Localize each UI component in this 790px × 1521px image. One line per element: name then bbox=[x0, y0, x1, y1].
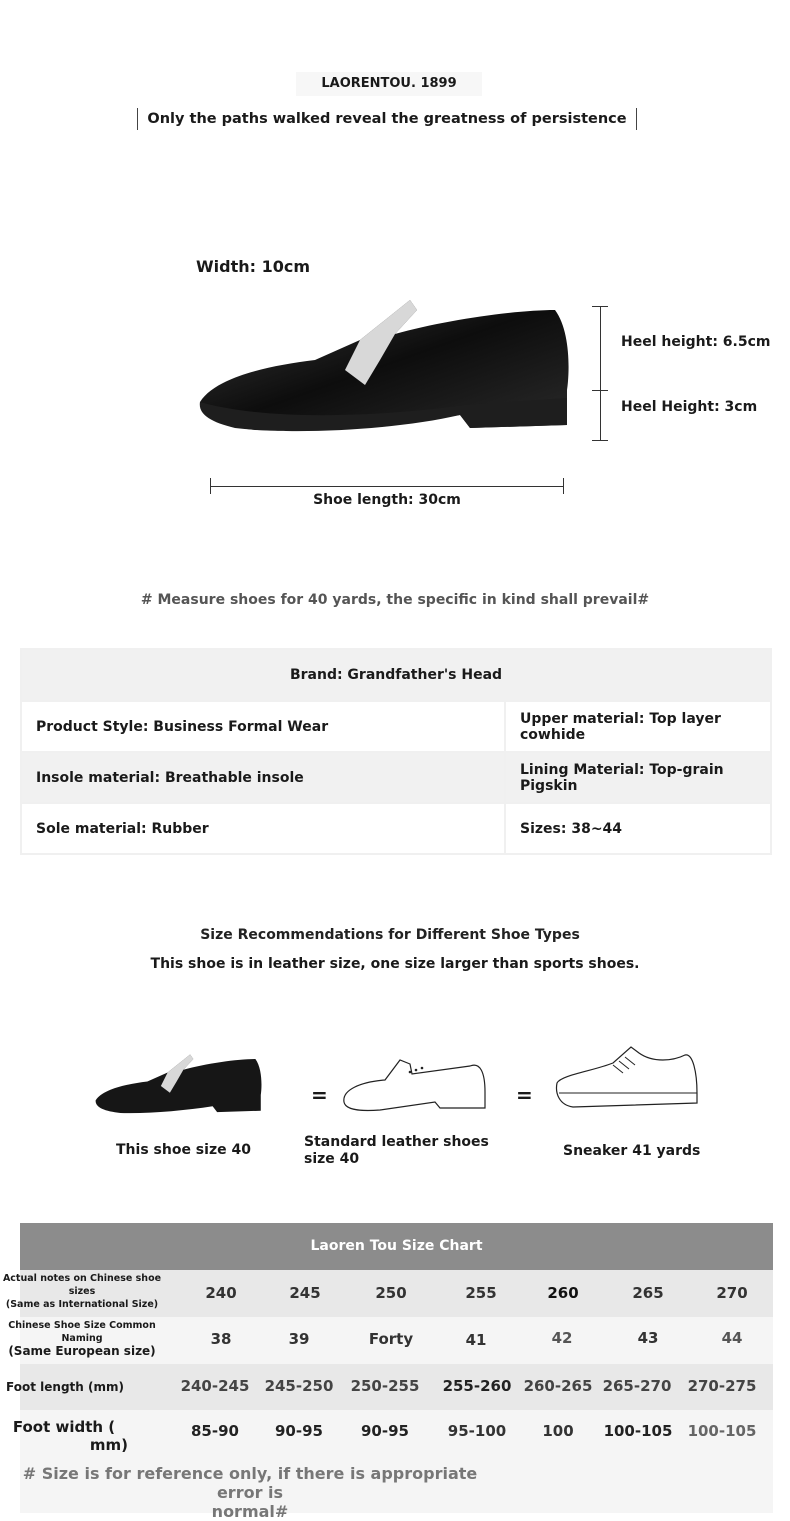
heel-height-label: Heel Height: 3cm bbox=[621, 399, 758, 415]
size-cell: 95-100 bbox=[447, 1422, 507, 1440]
heel-height-total-label: Heel height: 6.5cm bbox=[621, 334, 771, 350]
tick bbox=[592, 390, 608, 391]
recommendation-subtitle: This shoe is in leather size, one size larger than sports shoes. bbox=[150, 956, 640, 972]
size-cell: 100-105 bbox=[687, 1422, 757, 1440]
size-cell: 255-260 bbox=[442, 1377, 512, 1395]
size-cell: 270-275 bbox=[687, 1377, 757, 1395]
sneaker-outline-icon bbox=[553, 1043, 701, 1113]
size-cell: 90-95 bbox=[361, 1422, 409, 1440]
size-cell: 90-95 bbox=[275, 1422, 323, 1440]
size-cell: 43 bbox=[637, 1329, 659, 1347]
row-label: sizes bbox=[68, 1286, 96, 1297]
size-row-foot-width bbox=[0, 1410, 773, 1456]
caption-sneaker: Sneaker 41 yards bbox=[563, 1143, 701, 1159]
leather-shoe-outline-icon bbox=[340, 1052, 490, 1114]
row-label: Actual notes on Chinese shoe bbox=[2, 1273, 162, 1284]
recommendation-title: Size Recommendations for Different Shoe Types bbox=[200, 927, 580, 943]
size-cell: 100-105 bbox=[603, 1422, 673, 1440]
size-row-european bbox=[0, 1317, 773, 1364]
row-label: mm) bbox=[89, 1436, 128, 1454]
size-cell: Forty bbox=[368, 1330, 414, 1348]
size-row-international bbox=[0, 1270, 773, 1317]
caption-leather-shoe: Standard leather shoes size 40 bbox=[304, 1134, 489, 1167]
row-label: Foot width ( bbox=[12, 1418, 116, 1436]
equals-sign: = bbox=[311, 1083, 328, 1107]
slogan: Only the paths walked reveal the greatness of persistence bbox=[137, 108, 637, 130]
tick bbox=[592, 440, 608, 441]
footnote-line: normal# bbox=[211, 1502, 289, 1521]
size-cell: 260 bbox=[547, 1284, 579, 1302]
length-measure-line bbox=[210, 486, 564, 487]
size-cell: 250-255 bbox=[350, 1377, 420, 1395]
row-label: (Same European size) bbox=[8, 1344, 156, 1358]
size-cell: 240-245 bbox=[180, 1377, 250, 1395]
size-footnote bbox=[0, 1464, 500, 1521]
row-label: Naming bbox=[61, 1333, 103, 1344]
size-cell: 38 bbox=[210, 1330, 232, 1348]
size-cell: 250 bbox=[375, 1284, 407, 1302]
row-label: Foot length (mm) bbox=[6, 1380, 124, 1394]
width-label: Width: 10cm bbox=[196, 257, 311, 276]
footnote-line: # Size is for reference only, if there is appropriate error is bbox=[22, 1464, 478, 1502]
size-chart-title: Laoren Tou Size Chart bbox=[20, 1223, 773, 1270]
size-cell: 265-270 bbox=[602, 1377, 672, 1395]
size-cell: 85-90 bbox=[191, 1422, 239, 1440]
row-label: Chinese Shoe Size Common bbox=[8, 1320, 156, 1331]
spec-cell: Sizes: 38~44 bbox=[505, 803, 771, 854]
size-cell: 260-265 bbox=[523, 1377, 593, 1395]
size-cell: 270 bbox=[716, 1284, 748, 1302]
size-cell: 245 bbox=[289, 1284, 321, 1302]
spec-cell: Upper material: Top layer cowhide bbox=[505, 701, 771, 752]
measure-note: # Measure shoes for 40 yards, the specific in kind shall prevail# bbox=[140, 592, 650, 608]
size-cell: 39 bbox=[288, 1330, 310, 1348]
size-cell: 255 bbox=[465, 1284, 497, 1302]
leather-loafer-photo bbox=[85, 1050, 275, 1122]
size-cell: 240 bbox=[205, 1284, 237, 1302]
spec-table bbox=[20, 648, 772, 855]
size-cell: 42 bbox=[551, 1329, 573, 1347]
equals-sign: = bbox=[516, 1083, 533, 1107]
brand-cell: Brand: Grandfather's Head bbox=[21, 649, 771, 701]
tick bbox=[592, 306, 608, 307]
size-cell: 265 bbox=[632, 1284, 664, 1302]
size-row-foot-length bbox=[0, 1364, 773, 1410]
size-cell: 41 bbox=[465, 1331, 487, 1349]
brand-title: LAORENTOU. 1899 bbox=[296, 72, 482, 96]
shoe-length-label: Shoe length: 30cm bbox=[313, 492, 461, 508]
spec-cell: Insole material: Breathable insole bbox=[21, 752, 505, 803]
spec-cell: Lining Material: Top-grain Pigskin bbox=[505, 752, 771, 803]
caption-this-shoe: This shoe size 40 bbox=[116, 1142, 251, 1158]
size-cell: 245-250 bbox=[264, 1377, 334, 1395]
spec-cell: Product Style: Business Formal Wear bbox=[21, 701, 505, 752]
shoe-side-photo bbox=[195, 290, 580, 450]
heel-measure-line bbox=[600, 306, 601, 440]
spec-cell: Sole material: Rubber bbox=[21, 803, 505, 854]
size-cell: 100 bbox=[542, 1422, 574, 1440]
row-label: (Same as International Size) bbox=[5, 1299, 159, 1310]
size-cell: 44 bbox=[721, 1329, 743, 1347]
